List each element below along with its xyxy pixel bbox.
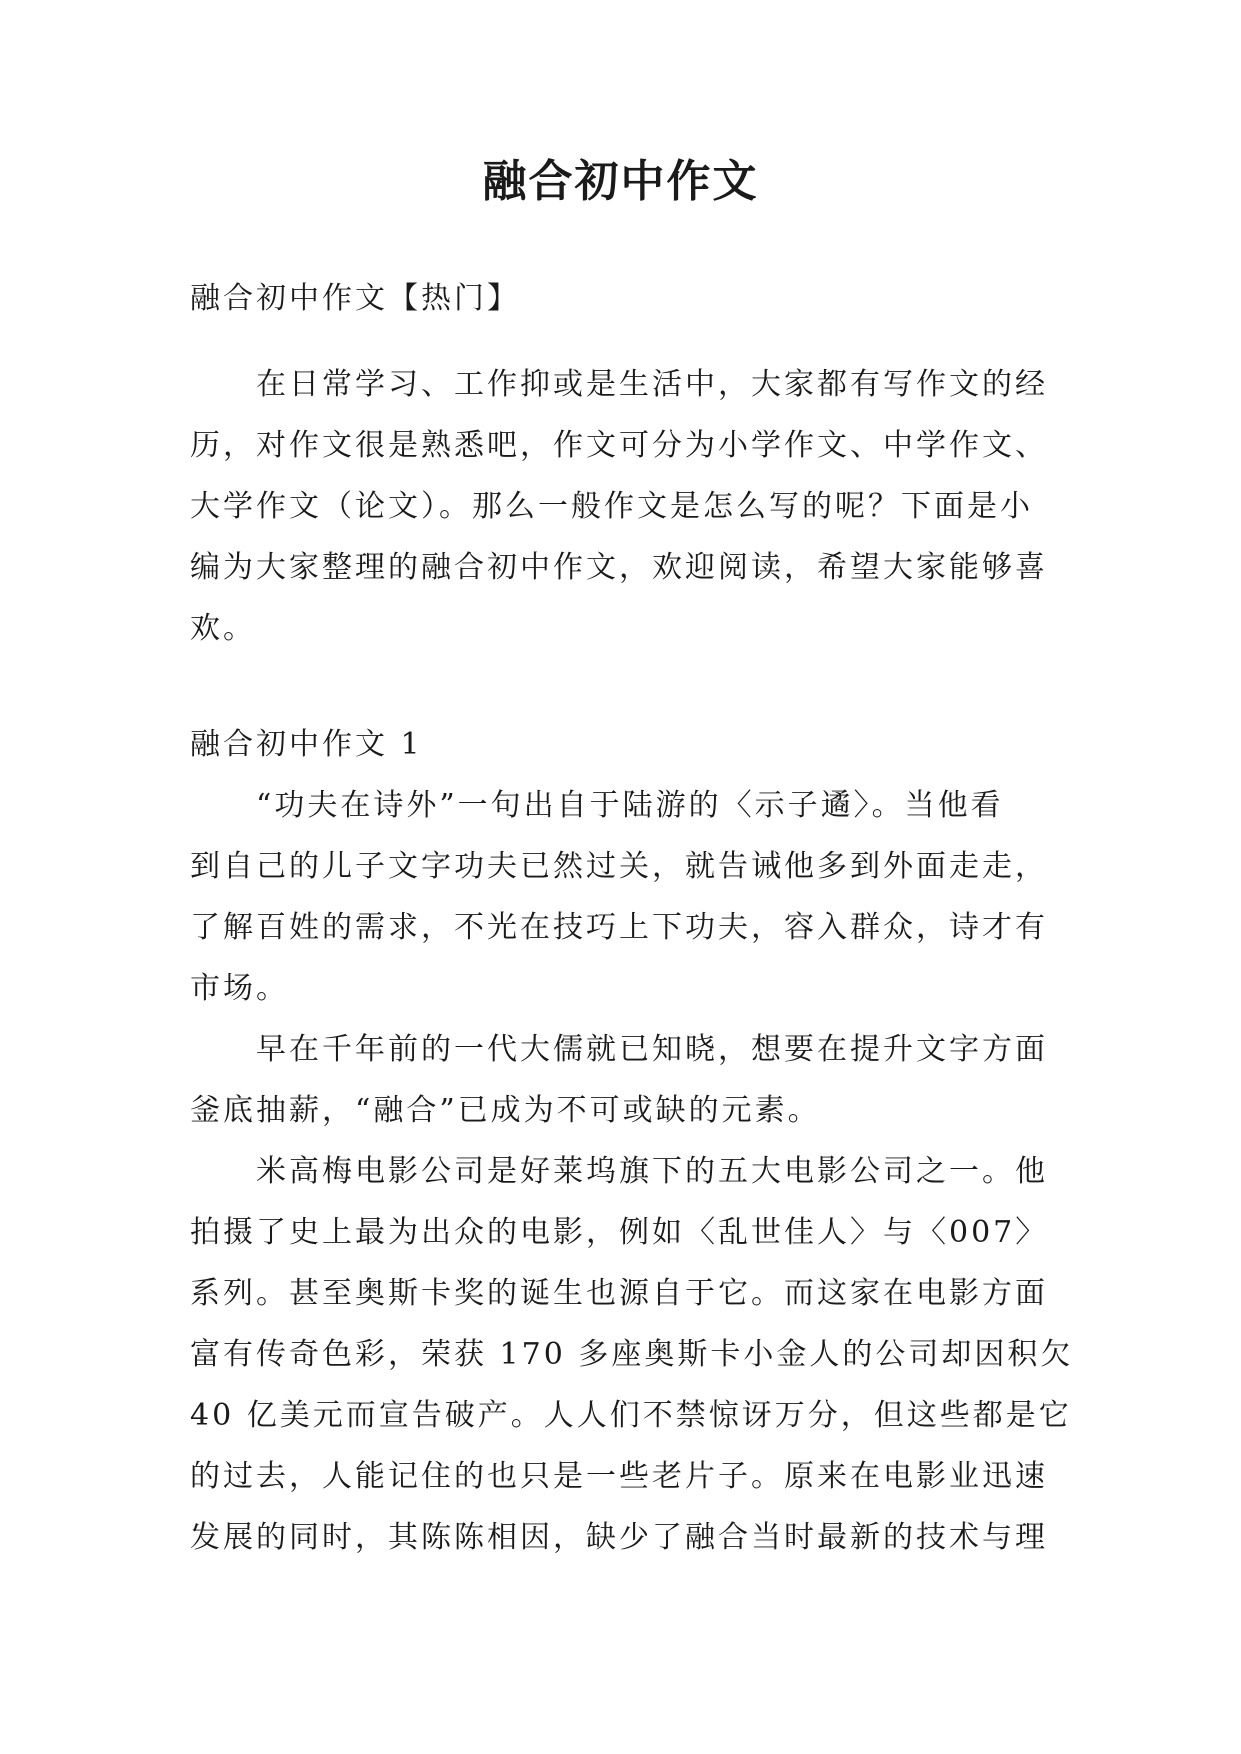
essay-paragraph-2: [190, 1019, 1070, 1141]
intro-paragraph: [190, 354, 1070, 659]
paragraph-line: 市场。: [190, 971, 289, 1006]
paragraph-line: 40 亿美元而宣告破产。人人们不禁惊讶万分，但这些都是它: [190, 1398, 1072, 1433]
paragraph-line: 到自己的儿子文字功夫已然过关，就告诫他多到外面走走，: [190, 849, 1048, 884]
paragraph-line: 欢。: [190, 611, 256, 646]
paragraph-line: 大学作文（论文）。那么一般作文是怎么写的呢？下面是小: [190, 489, 1033, 524]
essay-paragraph-3: [190, 1141, 1074, 1568]
paragraph-line: 米高梅电影公司是好莱坞旗下的五大电影公司之一。他: [256, 1154, 1048, 1189]
essay-section: [190, 714, 1074, 1568]
paragraph-line: 的过去，人能记住的也只是一些老片子。原来在电影业迅速: [190, 1459, 1048, 1494]
document-title: 融合初中作文: [482, 156, 759, 207]
subtitle-line: 融合初中作文【热门】: [190, 281, 520, 316]
document-subtitle: [190, 268, 1070, 329]
paragraph-line: 编为大家整理的融合初中作文，欢迎阅读，希望大家能够喜: [190, 550, 1048, 585]
paragraph-line: “功夫在诗外”一句出自于陆游的〈示子遹〉。当他看: [256, 788, 1004, 823]
paragraph-line: 早在千年前的一代大儒就已知晓，想要在提升文字方面: [256, 1032, 1048, 1067]
paragraph-line: 富有传奇色彩，荣获 170 多座奥斯卡小金人的公司却因积欠: [190, 1337, 1074, 1372]
paragraph-line: 拍摄了史上最为出众的电影，例如〈乱世佳人〉与〈007〉: [190, 1215, 1049, 1250]
section-heading: 融合初中作文 1: [190, 727, 423, 762]
paragraph-line: 了解百姓的需求，不光在技巧上下功夫，容入群众，诗才有: [190, 910, 1048, 945]
paragraph-line: 历，对作文很是熟悉吧，作文可分为小学作文、中学作文、: [190, 428, 1048, 463]
paragraph-line: 发展的同时，其陈陈相因，缺少了融合当时最新的技术与理: [190, 1520, 1048, 1555]
paragraph-line: 釜底抽薪，“融合”已成为不可或缺的元素。: [190, 1093, 821, 1128]
essay-paragraph-1: [190, 775, 1070, 1019]
paragraph-line: 在日常学习、工作抑或是生活中，大家都有写作文的经: [256, 367, 1048, 402]
paragraph-line: 系列。甚至奥斯卡奖的诞生也源自于它。而这家在电影方面: [190, 1276, 1048, 1311]
